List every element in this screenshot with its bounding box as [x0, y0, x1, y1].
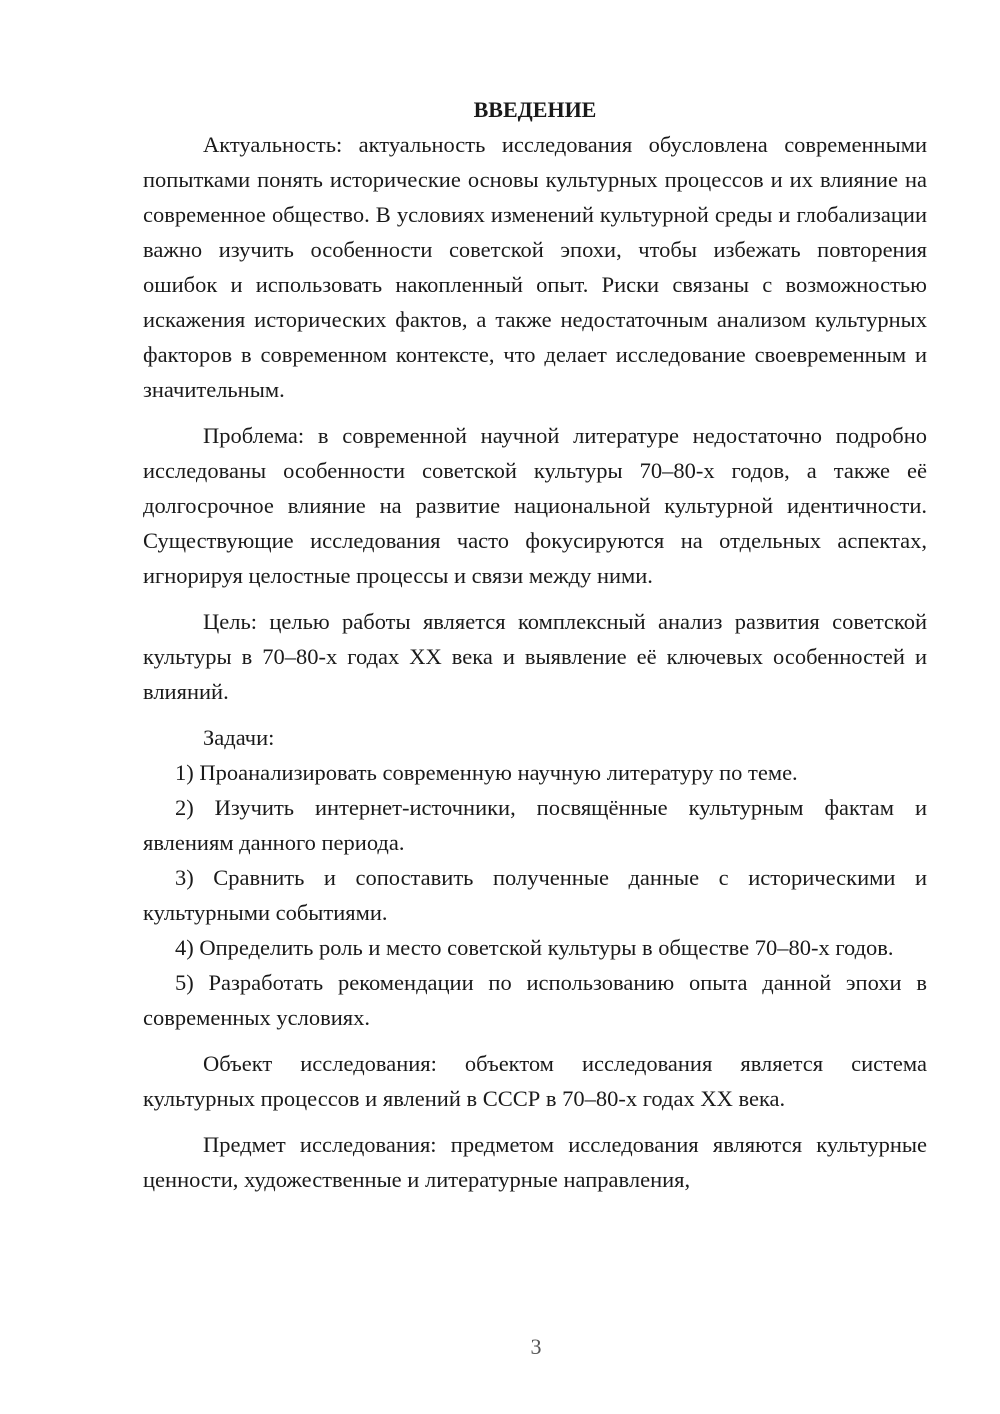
- paragraph-relevance: Актуальность: актуальность исследования обусловлена современными попытками понять исторические основы культурных процессов и их влияние на современное общество. В условиях изменений культурной среды и глобализации важно изучить особенности советской эпохи, чтобы избежать повторения ошибок и использовать накопленный опыт. Риски связаны с возможностью искажения исторических фактов, а также недостаточным анализом культурных факторов в современном контексте, что делает исследование своевременным и значительным.: [143, 132, 927, 402]
- paragraph-object: Объект исследования: объектом исследования является система культурных процессов и явлений в СССР в 70–80-х годах XX века.: [143, 1051, 927, 1111]
- section-heading: ВВЕДЕНИЕ: [473, 97, 597, 122]
- task-item-2: 2) Изучить интернет-источники, посвящённые культурным фактам и явлениям данного периода.: [143, 795, 927, 855]
- paragraph-subject: Предмет исследования: предметом исследования являются культурные ценности, художественные и литературные направления,: [143, 1132, 927, 1192]
- document-page: [143, 92, 927, 1197]
- task-item-3: 3) Сравнить и сопоставить полученные данные с историческими и культурными событиями.: [143, 865, 927, 925]
- task-item-1: 1) Проанализировать современную научную литературу по теме.: [175, 760, 798, 785]
- paragraph-problem: Проблема: в современной научной литературе недостаточно подробно исследованы особенности советской культуры 70–80-х годов, а также её долгосрочное влияние на развитие национальной культурной идентичности. Существующие исследования часто фокусируются на отдельных аспектах, игнорируя целостные процессы и связи между ними.: [143, 423, 927, 588]
- task-item-4: 4) Определить роль и место советской культуры в обществе 70–80-х годов.: [175, 935, 894, 960]
- page-number: 3: [530, 1334, 542, 1359]
- task-item-5: 5) Разработать рекомендации по использованию опыта данной эпохи в современных условиях.: [143, 970, 927, 1030]
- tasks-label: Задачи:: [203, 725, 275, 750]
- paragraph-goal: Цель: целью работы является комплексный анализ развития советской культуры в 70–80-х годах XX века и выявление её ключевых особенностей и влияний.: [143, 609, 927, 704]
